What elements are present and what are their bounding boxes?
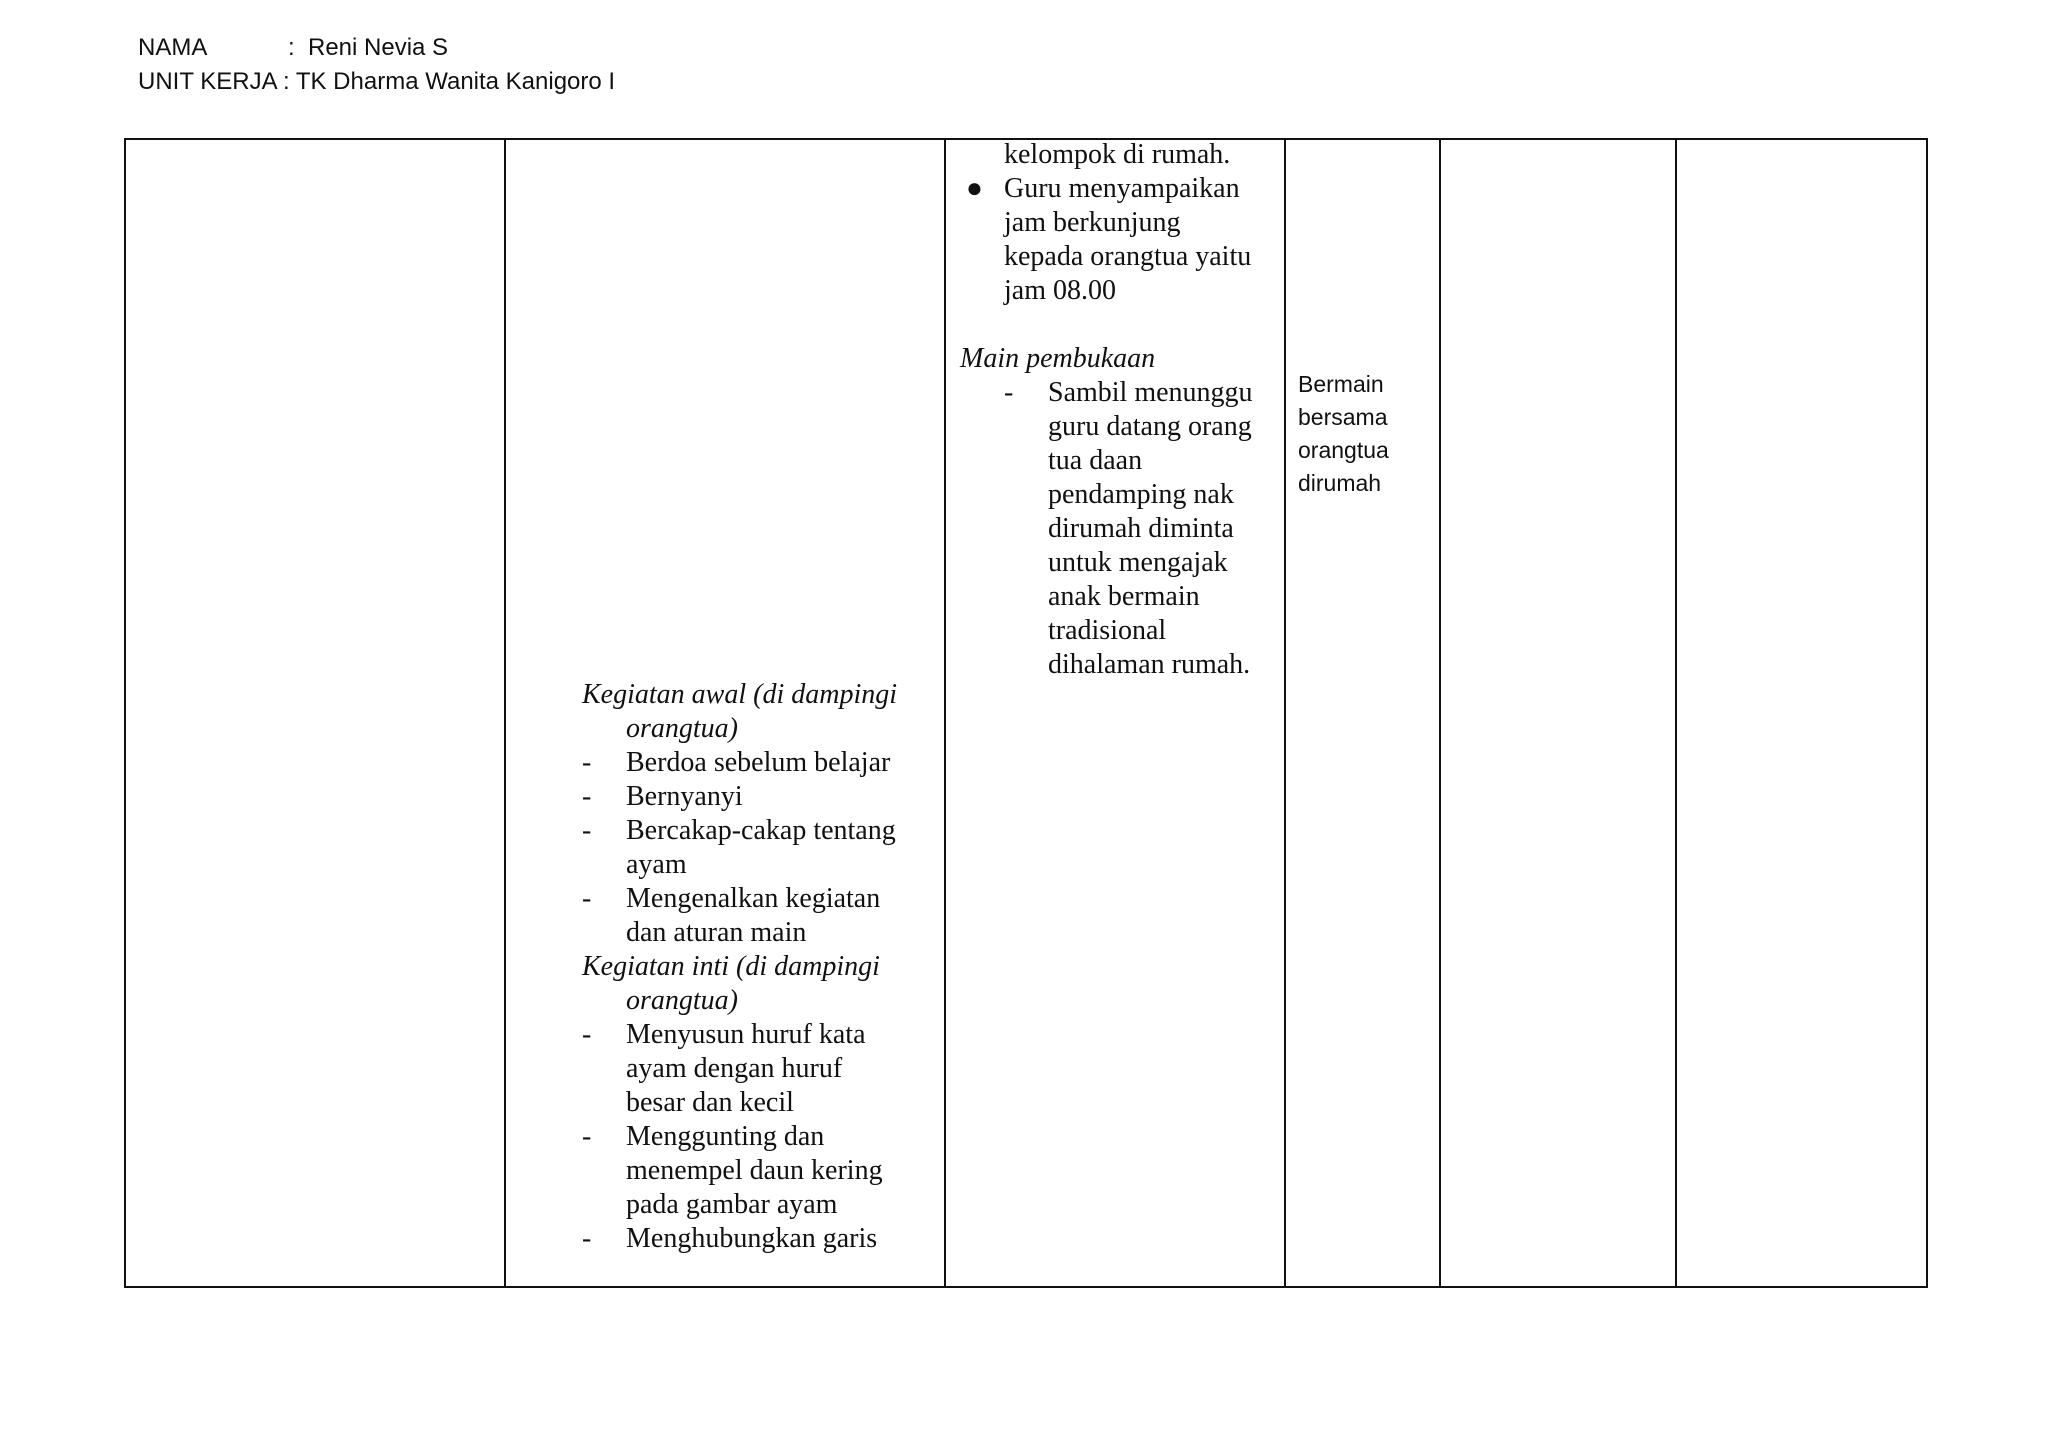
item-line: besar dan kecil	[626, 1087, 794, 1118]
cell-line: bersama	[1298, 404, 1388, 430]
cell-line: dirumah	[1298, 470, 1382, 496]
item-line: Mengenalkan kegiatan	[626, 883, 881, 914]
heading-line: orangtua)	[626, 985, 738, 1016]
item-line: Bercakap-cakap tentang	[626, 815, 896, 846]
nama-value: : Reni Nevia S	[288, 34, 449, 61]
cell-line: Bermain	[1298, 371, 1384, 397]
main-pembukaan-heading: Main pembukaan	[960, 343, 1156, 374]
item-line: tua daan	[1048, 445, 1143, 476]
item-line: Menyusun huruf kata	[626, 1019, 866, 1050]
header-nama	[138, 34, 448, 62]
item-line: pendamping nak	[1048, 479, 1234, 510]
kegiatan-inti-item	[582, 1018, 942, 1120]
bullet-line: kepada orangtua yaitu	[1004, 241, 1252, 272]
play-activity-cell	[1298, 368, 1434, 500]
item-line: anak bermain	[1048, 581, 1200, 612]
dash-marker: -	[582, 1121, 592, 1152]
cell-line: orangtua	[1298, 437, 1389, 463]
unit-label: UNIT KERJA	[138, 68, 277, 95]
dash-marker: -	[582, 1223, 592, 1254]
activity-main-cell	[582, 678, 942, 1256]
activity-opening-cell	[960, 138, 1280, 682]
dash-marker: -	[582, 781, 592, 812]
kegiatan-inti-item	[582, 1120, 942, 1222]
item-line: Menghubungkan garis	[626, 1223, 878, 1254]
item-line: pada gambar ayam	[626, 1189, 838, 1220]
header-unit-kerja	[138, 68, 615, 96]
item-line: guru datang orang	[1048, 411, 1252, 442]
item-line: tradisional	[1048, 615, 1167, 646]
kegiatan-awal-item	[582, 814, 942, 882]
item-line: untuk mengajak	[1048, 547, 1228, 578]
dash-marker: -	[582, 815, 592, 846]
dash-marker: -	[582, 1019, 592, 1050]
column-divider-2	[944, 140, 946, 1286]
dash-marker: -	[1004, 377, 1014, 408]
kegiatan-awal-item	[582, 882, 942, 950]
item-line: Bernyanyi	[626, 781, 743, 812]
lesson-table	[124, 138, 1928, 1288]
bullet-line: jam 08.00	[1004, 275, 1116, 306]
column-divider-3	[1284, 140, 1286, 1286]
item-line: dirumah diminta	[1048, 513, 1234, 544]
item-line: Berdoa sebelum belajar	[626, 747, 891, 778]
main-pembukaan-item	[960, 376, 1280, 682]
kegiatan-inti-item	[582, 1222, 942, 1256]
item-line: Menggunting dan	[626, 1121, 825, 1152]
item-line: dihalaman rumah.	[1048, 649, 1251, 680]
heading-line: Kegiatan inti (di dampingi	[582, 951, 880, 982]
dash-marker: -	[582, 883, 592, 914]
item-line: Sambil menunggu	[1048, 377, 1253, 408]
heading-line: Kegiatan awal (di dampingi	[582, 679, 897, 710]
continued-line: kelompok di rumah.	[1004, 139, 1231, 170]
heading-line: orangtua)	[626, 713, 738, 744]
bullet-icon: ●	[966, 173, 983, 204]
bullet-item-visiting-hour	[960, 172, 1280, 308]
unit-value: : TK Dharma Wanita Kanigoro I	[282, 68, 616, 95]
kegiatan-inti-heading	[582, 950, 942, 1018]
dash-marker: -	[582, 747, 592, 778]
column-divider-5	[1675, 140, 1677, 1286]
column-divider-4	[1439, 140, 1441, 1286]
kegiatan-awal-heading	[582, 678, 942, 746]
item-line: ayam dengan huruf	[626, 1053, 843, 1084]
nama-label: NAMA	[138, 34, 208, 61]
kegiatan-awal-item	[582, 746, 942, 780]
item-line: dan aturan main	[626, 917, 807, 948]
kegiatan-awal-item	[582, 780, 942, 814]
bullet-line: Guru menyampaikan	[1004, 173, 1240, 204]
item-line: menempel daun kering	[626, 1155, 883, 1186]
column-divider-1	[504, 140, 506, 1286]
bullet-line: jam berkunjung	[1004, 207, 1181, 238]
item-line: ayam	[626, 849, 687, 880]
